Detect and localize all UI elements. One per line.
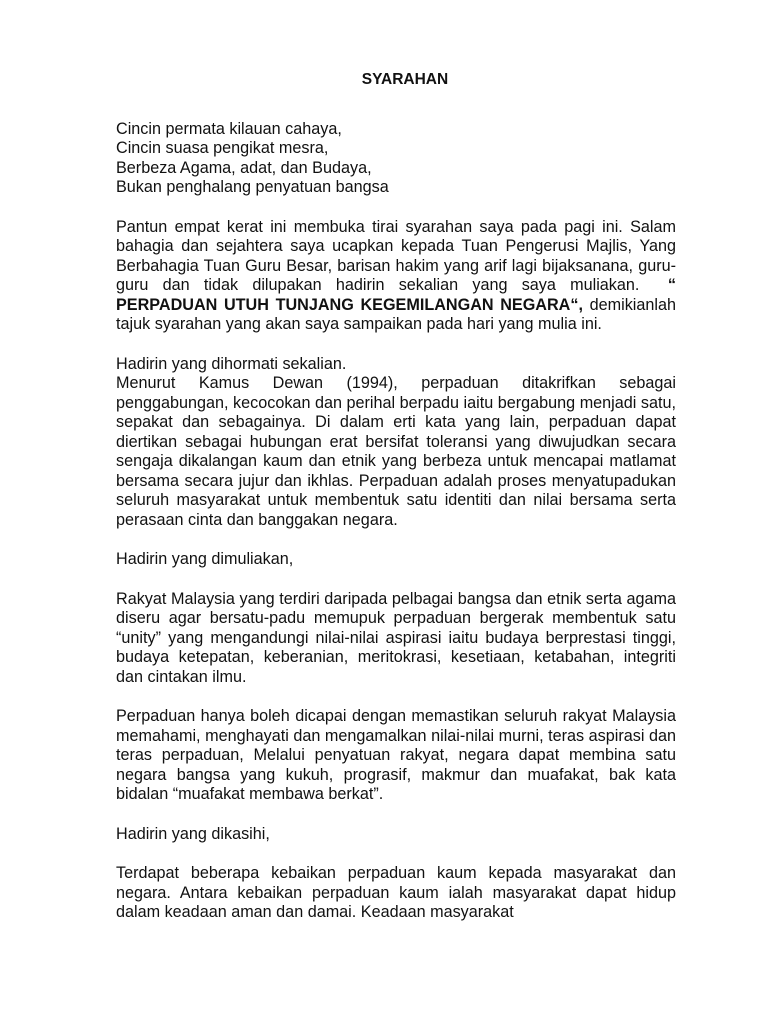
- pantun-line-2: Cincin suasa pengikat mesra,: [116, 139, 329, 157]
- greeting-beloved: Hadirin yang dikasihi,: [116, 824, 270, 843]
- pantun-line-3: Berbeza Agama, adat, dan Budaya,: [116, 158, 372, 177]
- greeting-respected: Hadirin yang dimuliakan,: [116, 550, 294, 568]
- paragraph-definition: Menurut Kamus Dewan (1994), perpaduan ditakrifkan sebagai penggabungan, kecocokan dan perihal berpadu iaitu bergabung menjadi satu, sepakat dan sebagainya. Di dalam erti kata yang lain, perpaduan dapat diertikan sebagai hubungan erat bersifat toleransi yang diwujudkan secara sengaja dikalangan kaum dan etnik yang berbeza untuk mencapai matlamat bersama secara jujur dan ikhlas. Perpaduan adalah proses menyatupadukan seluruh masyarakat untuk membentuk satu identiti dan nilai bersama serta perasaan cinta dan banggakan negara.: [116, 374, 676, 529]
- opening-text-end: demikianlah tajuk syarahan yang akan saya sampaikan pada hari yang mulia ini.: [116, 295, 677, 333]
- paragraph-perpaduan: Perpaduan hanya boleh dicapai dengan memastikan seluruh rakyat Malaysia memahami, menghayati dan mengamalkan nilai-nilai murni, teras aspirasi dan teras perpaduan, Melalui penyatuan rakyat, negara dapat membina satu negara bangsa yang kukuh, prograsif, makmur dan muafakat, bak kata bidalan “muafakat membawa berkat”.: [116, 707, 676, 803]
- greeting-honoured: Hadirin yang dihormati sekalian.: [116, 354, 347, 373]
- paragraph-opening: [116, 218, 676, 335]
- document-title: SYARAHAN: [361, 71, 449, 88]
- paragraph-benefits: Terdapat beberapa kebaikan perpaduan kaum kepada masyarakat dan negara. Antara kebaikan perpaduan kaum ialah masyarakat dapat hidup dalam keadaan aman dan damai. Keadaan masyarakat: [116, 864, 676, 921]
- pantun-verse: [116, 120, 676, 198]
- document-page: [116, 70, 676, 943]
- opening-text: Pantun empat kerat ini membuka tirai syarahan saya pada pagi ini. Salam bahagia dan sejahtera saya ucapkan kepada Tuan Pengerusi Majlis, Yang Berbahagia Tuan Guru Besar, barisan hakim yang arif lagi bijaksanana, guru-guru dan tidak dilupakan hadirin sekalian yang saya muliakan.: [116, 217, 676, 294]
- pantun-line-4: Bukan penghalang penyatuan bangsa: [116, 178, 389, 196]
- paragraph-rakyat: Rakyat Malaysia yang terdiri daripada pelbagai bangsa dan etnik serta agama diseru agar bersatu-padu memupuk perpaduan bergerak membentuk satu “unity” yang mengandungi nilai-nilai aspirasi iaitu budaya berprestasi tinggi, budaya ketepatan, keberanian, meritokrasi, kesetiaan, ketabahan, integriti dan cintakan ilmu.: [116, 589, 676, 686]
- speech-topic: “ PERPADUAN UTUH TUNJANG KEGEMILANGAN NEGARA“,: [116, 276, 676, 314]
- pantun-line-1: Cincin permata kilauan cahaya,: [116, 119, 342, 138]
